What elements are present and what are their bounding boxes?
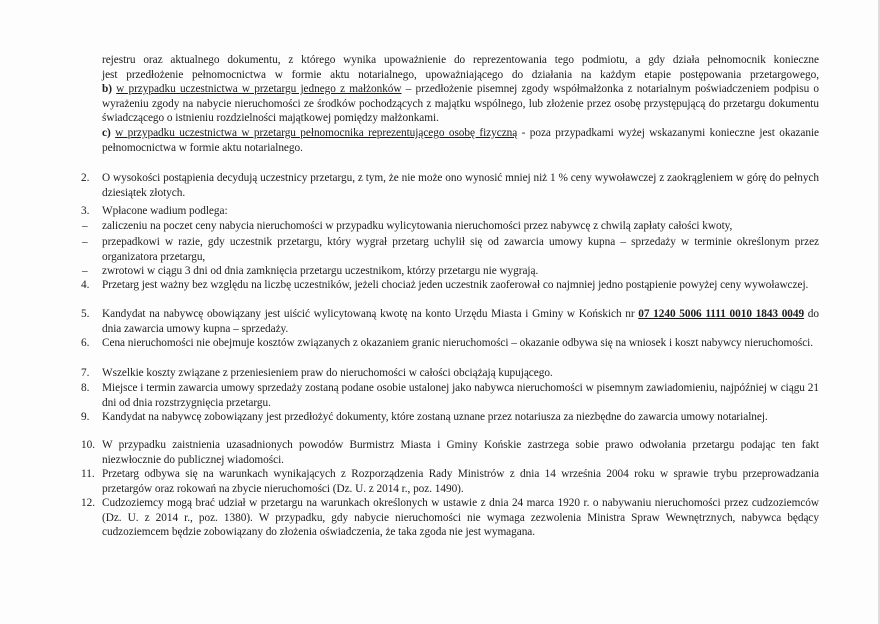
item-5-text-end: do dnia zawarcia umowy kupna – sprzedaży. bbox=[102, 308, 819, 335]
dash-marker: – bbox=[82, 236, 88, 248]
item-number: 2. bbox=[81, 172, 90, 184]
point-c-marker: c) bbox=[102, 127, 111, 139]
item-number: 11. bbox=[81, 468, 95, 480]
bank-account-number: 07 1240 5006 1111 0010 1843 0049 bbox=[638, 308, 805, 320]
list-item: zaliczeniu na poczet ceny nabycia nieruchomości w przypadku wylicytowania nieruchomości przez nabywcę z chwilą zapłaty całości kwoty, bbox=[102, 220, 733, 232]
list-item: Cena nieruchomości nie obejmuje kosztów związanych z okazaniem granic nieruchomości – okazanie odbywa się na wniosek i koszt nabywcy nieruchomości. bbox=[102, 337, 814, 349]
list-item: Cudzoziemcy mogą brać udział w przetargu na warunkach określonych w ustawie z dnia 24 marca 1920 r. o nabywaniu nieruchomości przez cudzoziemców (Dz. U. z 2014 r., poz. 1380). W przypadku, gdy nabycie nieruchomości nie wymaga zezwolenia Ministra Spraw Wewnętrznych, nabywca będący cudzoziemcem będzie zobowiązany do złożenia oświadczenia, że taka zgoda nie jest wymagana. bbox=[102, 497, 819, 539]
list-item: przepadkowi w razie, gdy uczestnik przetargu, który wygrał przetarg uchylił się od zawarcia umowy kupna – sprzedaży w terminie określonym przez organizatora przetargu, bbox=[102, 236, 819, 263]
list-item: Przetarg jest ważny bez względu na liczbę uczestników, jeżeli chociaż jeden uczestnik zaoferował co najmniej jedno postąpienie powyżej ceny wywoławczej. bbox=[102, 279, 809, 291]
dash-marker: – bbox=[82, 265, 88, 277]
intro-point-b bbox=[102, 82, 819, 126]
item-number: 12. bbox=[81, 497, 96, 509]
list-item: zwrotowi w ciągu 3 dni od dnia zamknięcia przetargu uczestnikom, którzy przetargu nie wygrają. bbox=[102, 265, 539, 277]
list-item: O wysokości postąpienia decydują uczestnicy przetargu, z tym, że nie może ono wynosić mniej niż 1 % ceny wywoławczej z zaokrągleniem w górę do pełnych dziesiątek złotych. bbox=[102, 172, 819, 199]
list-item: W przypadku zaistnienia uzasadnionych powodów Burmistrz Miasta i Gminy Końskie zastrzega sobie prawo odwołania przetargu podając ten fakt niezwłocznie do publicznej wiadomości. bbox=[102, 439, 819, 466]
intro-point-c bbox=[102, 126, 819, 155]
item-5-text: Kandydat na nabywcę obowiązany jest uiścić wylicytowaną kwotę na konto Urzędu Miasta i Gminy w Końskich nr bbox=[102, 308, 639, 320]
list-item: Kandydat na nabywcę zobowiązany jest przedłożyć dokumenty, które zostaną uznane przez notariusza za niezbędne do zawarcia umowy notarialnej. bbox=[102, 411, 768, 423]
list-item: Przetarg odbywa się na warunkach wynikających z Rozporządzenia Rady Ministrów z dnia 14 września 2004 roku w sprawie trybu przeprowadzania przetargów oraz rokowań na zbycie nieruchomości (Dz. U. z 2014 r., poz. 1490). bbox=[102, 468, 819, 495]
point-c-heading: w przypadku uczestnictwa w przetargu pełnomocnika reprezentującego osobę fizyczną bbox=[115, 127, 518, 139]
intro-line-2: jest przedłożenie pełnomocnictwa w formie aktu notarialnego, upoważniającego do działania na każdym etapie postępowania przetargowego, bbox=[102, 69, 819, 81]
item-number: 6. bbox=[81, 337, 90, 349]
item-number: 3. bbox=[81, 205, 90, 217]
list-item: Miejsce i termin zawarcia umowy sprzedaży zostaną podane osobie ustalonej jako nabywca nieruchomości w pisemnym zawiadomieniu, najpóźniej w ciągu 21 dni od dnia rozstrzygnięcia przetargu. bbox=[102, 382, 819, 409]
point-b-marker: b) bbox=[102, 83, 112, 95]
item-number: 9. bbox=[81, 411, 90, 423]
item-number: 4. bbox=[81, 279, 90, 291]
dash-marker: – bbox=[82, 220, 88, 232]
intro-line-1: rejestru oraz aktualnego dokumentu, z którego wynika upoważnienie do reprezentowania tego podmiotu, a gdy działa pełnomocnik konieczne bbox=[102, 54, 819, 66]
item-number: 10. bbox=[81, 439, 96, 451]
point-b-heading: w przypadku uczestnictwa w przetargu jednego z małżonków bbox=[116, 83, 402, 95]
item-number: 8. bbox=[81, 382, 90, 394]
list-item: Wpłacone wadium podlega: bbox=[102, 205, 228, 217]
point-c-text: - poza przypadkami wyżej wskazanymi konieczne jest okazanie pełnomocnictwa w formie aktu notarialnego. bbox=[102, 127, 819, 154]
item-number: 5. bbox=[81, 308, 90, 320]
item-number: 7. bbox=[81, 367, 90, 379]
point-b-text: – przedłożenie pisemnej zgody współmałżonka z notarialnym poświadczeniem podpisu o wyrażeniu zgody na nabycie nieruchomości ze środków pochodzących z majątku wspólnego, lub złożenie przez osobę przystępującą do przetargu dokumentu świadczącego o istnieniu rozdzielności majątkowej pomiędzy małżonkami. bbox=[102, 83, 819, 125]
list-item: Wszelkie koszty związane z przeniesieniem praw do nieruchomości w całości obciążają kupującego. bbox=[102, 367, 553, 379]
list-item bbox=[102, 307, 819, 336]
